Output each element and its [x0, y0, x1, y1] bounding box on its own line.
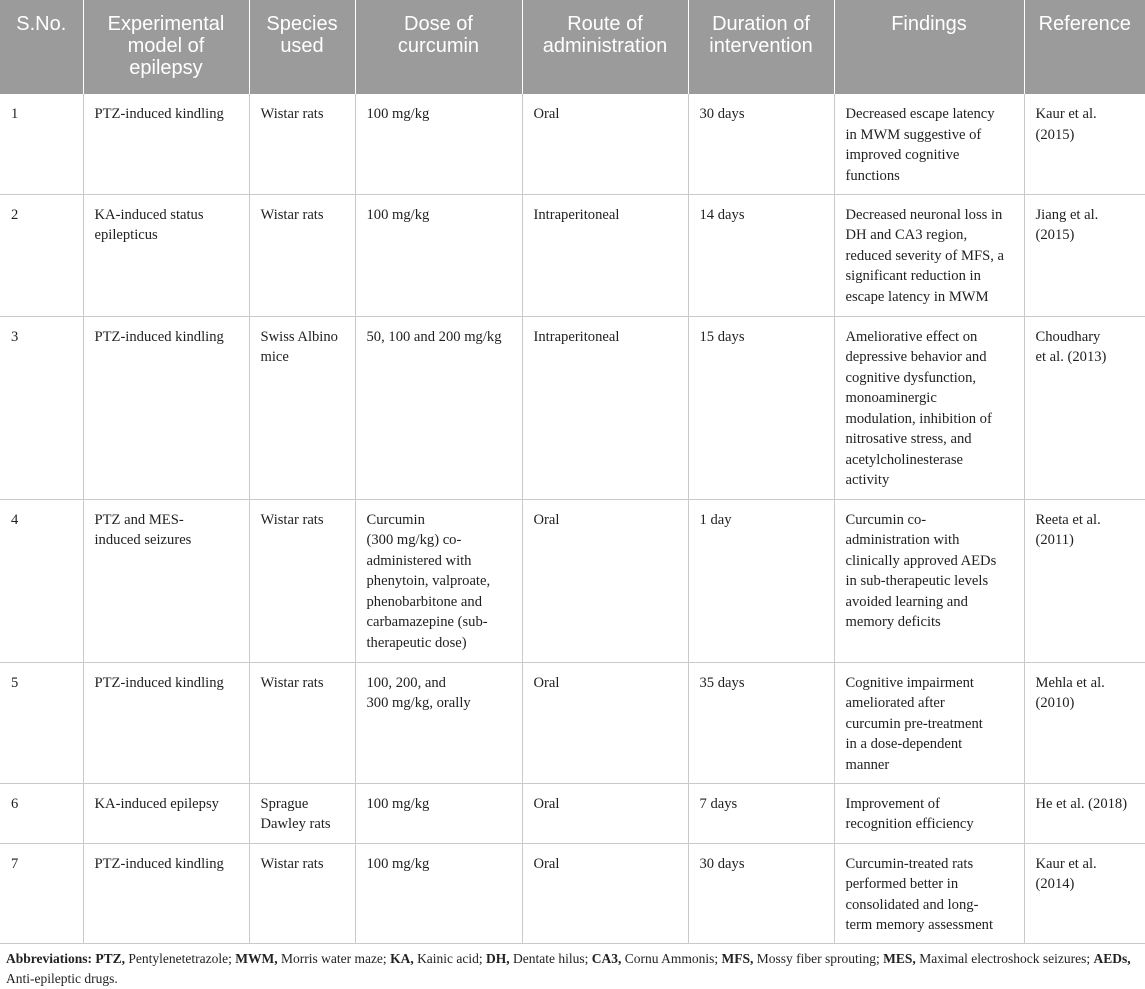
header-reference: Reference	[1024, 0, 1145, 94]
cell-dose: 100 mg/kg	[355, 94, 522, 194]
cell-findings: Curcumin co- administration with clinically approved AEDs in sub-therapeutic levels avoided learning and memory deficits	[834, 499, 1024, 662]
header-route: Route of administration	[522, 0, 688, 94]
cell-model: KA-induced epilepsy	[83, 783, 249, 843]
cell-reference: Kaur et al. (2015)	[1024, 94, 1145, 194]
cell-species: Wistar rats	[249, 94, 355, 194]
abbr-definition: Mossy fiber sprouting;	[753, 951, 884, 966]
cell-sno: 1	[0, 94, 83, 194]
table-row	[0, 194, 1145, 316]
cell-route: Intraperitoneal	[522, 194, 688, 316]
abbr-term: MWM,	[235, 951, 278, 966]
cell-model: PTZ and MES- induced seizures	[83, 499, 249, 662]
cell-route: Oral	[522, 499, 688, 662]
abbr-definition: Maximal electroshock seizures;	[915, 951, 1094, 966]
cell-reference: Choudhary et al. (2013)	[1024, 316, 1145, 499]
cell-findings: Decreased escape latency in MWM suggestive of improved cognitive functions	[834, 94, 1024, 194]
cell-sno: 2	[0, 194, 83, 316]
cell-sno: 5	[0, 662, 83, 783]
header-species: Species used	[249, 0, 355, 94]
abbr-term: DH,	[486, 951, 510, 966]
abbr-definition: Anti-epileptic drugs.	[6, 971, 118, 986]
abbr-definition: Dentate hilus;	[509, 951, 592, 966]
cell-duration: 7 days	[688, 783, 834, 843]
cell-reference: He et al. (2018)	[1024, 783, 1145, 843]
cell-duration: 15 days	[688, 316, 834, 499]
cell-model: PTZ-induced kindling	[83, 662, 249, 783]
cell-species: Wistar rats	[249, 499, 355, 662]
cell-species: Sprague Dawley rats	[249, 783, 355, 843]
cell-species: Swiss Albino mice	[249, 316, 355, 499]
cell-findings: Decreased neuronal loss in DH and CA3 region, reduced severity of MFS, a significant reduction in escape latency in MWM	[834, 194, 1024, 316]
cell-route: Intraperitoneal	[522, 316, 688, 499]
cell-findings: Cognitive impairment ameliorated after curcumin pre-treatment in a dose-dependent manner	[834, 662, 1024, 783]
table-row	[0, 499, 1145, 662]
cell-findings: Curcumin-treated rats performed better in consolidated and long- term memory assessment	[834, 843, 1024, 943]
cell-dose: Curcumin (300 mg/kg) co- administered with phenytoin, valproate, phenobarbitone and carbamazepine (sub- therapeutic dose)	[355, 499, 522, 662]
abbr-definition: Pentylenetetrazole;	[125, 951, 236, 966]
cell-reference: Jiang et al. (2015)	[1024, 194, 1145, 316]
cell-duration: 14 days	[688, 194, 834, 316]
header-duration: Duration of intervention	[688, 0, 834, 94]
header-findings: Findings	[834, 0, 1024, 94]
cell-species: Wistar rats	[249, 662, 355, 783]
cell-route: Oral	[522, 843, 688, 943]
table-row	[0, 843, 1145, 943]
abbr-definition: Cornu Ammonis;	[621, 951, 722, 966]
cell-duration: 1 day	[688, 499, 834, 662]
cell-model: PTZ-induced kindling	[83, 316, 249, 499]
abbr-term: CA3,	[591, 951, 622, 966]
table-row	[0, 662, 1145, 783]
cell-route: Oral	[522, 783, 688, 843]
cell-dose: 100 mg/kg	[355, 194, 522, 316]
cell-findings: Improvement of recognition efficiency	[834, 783, 1024, 843]
abbr-term: KA,	[390, 951, 414, 966]
abbr-term: MFS,	[721, 951, 754, 966]
cell-reference: Reeta et al. (2011)	[1024, 499, 1145, 662]
abbr-term: PTZ,	[95, 951, 126, 966]
cell-duration: 35 days	[688, 662, 834, 783]
cell-model: PTZ-induced kindling	[83, 94, 249, 194]
cell-route: Oral	[522, 662, 688, 783]
cell-reference: Mehla et al. (2010)	[1024, 662, 1145, 783]
cell-dose: 100 mg/kg	[355, 783, 522, 843]
header-model: Experimental model of epilepsy	[83, 0, 249, 94]
cell-dose: 100 mg/kg	[355, 843, 522, 943]
abbr-term: MES,	[883, 951, 916, 966]
cell-reference: Kaur et al. (2014)	[1024, 843, 1145, 943]
cell-duration: 30 days	[688, 94, 834, 194]
cell-sno: 7	[0, 843, 83, 943]
cell-species: Wistar rats	[249, 843, 355, 943]
abbreviations-footnote	[6, 949, 1136, 989]
header-row	[0, 0, 1145, 94]
cell-model: KA-induced status epilepticus	[83, 194, 249, 316]
header-dose: Dose of curcumin	[355, 0, 522, 94]
cell-route: Oral	[522, 94, 688, 194]
cell-dose: 100, 200, and 300 mg/kg, orally	[355, 662, 522, 783]
table-row	[0, 316, 1145, 499]
cell-sno: 3	[0, 316, 83, 499]
cell-sno: 6	[0, 783, 83, 843]
cell-sno: 4	[0, 499, 83, 662]
abbreviations-label: Abbreviations:	[6, 951, 93, 966]
abbr-definition: Morris water maze;	[277, 951, 391, 966]
abbr-definition: Kainic acid;	[413, 951, 487, 966]
cell-species: Wistar rats	[249, 194, 355, 316]
cell-duration: 30 days	[688, 843, 834, 943]
table-row	[0, 783, 1145, 843]
header-sno: S.No.	[0, 0, 83, 94]
cell-dose: 50, 100 and 200 mg/kg	[355, 316, 522, 499]
table-row	[0, 94, 1145, 194]
cell-model: PTZ-induced kindling	[83, 843, 249, 943]
cell-findings: Ameliorative effect on depressive behavior and cognitive dysfunction, monoaminergic modulation, inhibition of nitrosative stress, and acetylcholinesterase activity	[834, 316, 1024, 499]
abbr-term: AEDs,	[1093, 951, 1131, 966]
